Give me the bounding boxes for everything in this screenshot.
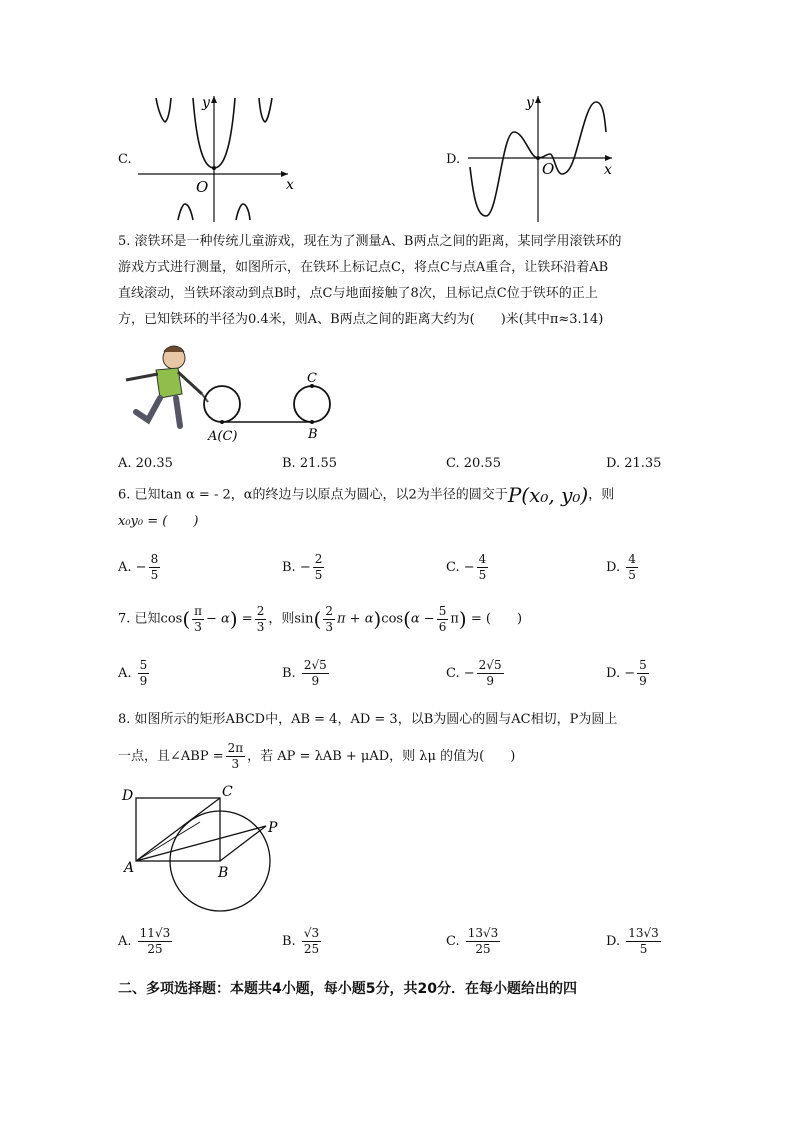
segment-bp <box>220 826 266 861</box>
q8-option-d[interactable]: D. $\frac{13√3}{5}$ <box>606 926 659 956</box>
graph-c <box>138 92 308 224</box>
q8-option-b[interactable]: B. $\frac{√3}{25}$ <box>282 926 320 956</box>
q6-option-c[interactable]: C. − $\frac{4}{5}$ <box>446 552 487 582</box>
q5-option-d[interactable]: D. 21.35 <box>606 456 662 471</box>
q5-text <box>118 229 678 333</box>
q6-point: P(x₀, y₀) <box>507 483 589 507</box>
q5-option-b[interactable]: B. 21.55 <box>282 456 338 471</box>
graph-d <box>464 92 624 224</box>
q8-line1: 8. 如图所示的矩形ABCD中，AB = 4，AD = 3，以B为圆心的圆与AC相切，P为圆上 <box>118 712 618 727</box>
q6-line2: x₀y₀ = ( ) <box>118 513 199 529</box>
label-a-c: A(C) <box>208 429 238 444</box>
q5-line3: 直线滚动，当铁环滚动到点B时，点C与地面接触了8次，且标记点C位于铁环的正上 <box>118 286 598 301</box>
fig-label-b: B <box>218 865 229 881</box>
q7-text: 7. 已知cos( $\frac{\pi}{3}$ − α) = $\frac{2}{3}$ ，则sin( $\frac{2}{3}$ π + α)cos(α − $\frac{5}{6}$ π) = ( ) <box>118 603 523 634</box>
graph-c-origin: O <box>196 178 209 196</box>
graph-d-y-label: y <box>526 95 534 111</box>
boy-illustration <box>126 346 208 426</box>
q8-figure <box>118 780 298 920</box>
q5-line1: 5. 滚铁环是一种传统儿童游戏，现在为了测量A、B两点之间的距离，某同学用滚铁环的 <box>118 234 622 249</box>
option-d-label: D. <box>446 152 461 167</box>
option-c-label: C. <box>118 152 132 167</box>
q7-option-c[interactable]: C. − $\frac{2√5}{9}$ <box>446 658 502 688</box>
fig-label-a: A <box>124 860 135 876</box>
q6-text <box>118 482 678 535</box>
q8-option-a[interactable]: A. $\frac{11√3}{25}$ <box>118 926 171 956</box>
q5-option-c[interactable]: C. 20.55 <box>446 456 501 471</box>
segment-ap <box>136 826 266 861</box>
graph-d-x-label: x <box>604 162 612 178</box>
graph-c-y-label: y <box>202 95 210 111</box>
q6-pre: 6. 已知tan α = - 2，α的终边与以原点为圆心，以2为半径的圆交于 <box>118 487 508 503</box>
graph-d-origin: O <box>542 160 555 178</box>
fig-label-d: D <box>122 788 134 804</box>
q8-text: 8. 如图所示的矩形ABCD中，AB = 4，AD = 3，以B为圆心的圆与AC相切，P为圆上 一点，且∠ABP = $\frac{2\pi}{3}$ ，若 AP = λAB + μAD，则 λμ 的值为( ) <box>118 705 678 772</box>
section-2-heading: 二、多项选择题：本题共4小题，每小题5分，共20分．在每小题给出的四 <box>118 981 577 997</box>
q6-post: ，则 <box>588 487 615 503</box>
hoop-at-a <box>204 386 240 422</box>
q7-option-a[interactable]: A. $\frac{5}{9}$ <box>118 658 148 688</box>
fig-label-p: P <box>268 820 278 836</box>
fig-label-c: C <box>222 784 233 800</box>
label-b: B <box>308 427 318 442</box>
q5-line4: 方，已知铁环的半径为0.4米，则A、B两点之间的距离大约为( )米(其中π≈3.14) <box>118 312 604 327</box>
q6-option-a[interactable]: A. − $\frac{8}{5}$ <box>118 552 159 582</box>
label-c: C <box>307 371 317 386</box>
q5-option-a[interactable]: A. 20.35 <box>118 456 173 471</box>
hoop-at-b <box>294 386 330 422</box>
diagonal-ac <box>136 798 220 861</box>
graph-c-x-label: x <box>286 177 294 193</box>
q5-line2: 游戏方式进行测量，如图所示，在铁环上标记点C，将点C与点A重合，让铁环沿着AB <box>118 260 609 275</box>
q7-option-b[interactable]: B. $\frac{2√5}{9}$ <box>282 658 327 688</box>
q6-option-b[interactable]: B. − $\frac{2}{5}$ <box>282 552 323 582</box>
q7-option-d[interactable]: D. − $\frac{5}{9}$ <box>606 658 647 688</box>
q8-option-c[interactable]: C. $\frac{13√3}{25}$ <box>446 926 499 956</box>
q6-option-d[interactable]: D. $\frac{4}{5}$ <box>606 552 636 582</box>
q5-figure <box>118 342 348 446</box>
